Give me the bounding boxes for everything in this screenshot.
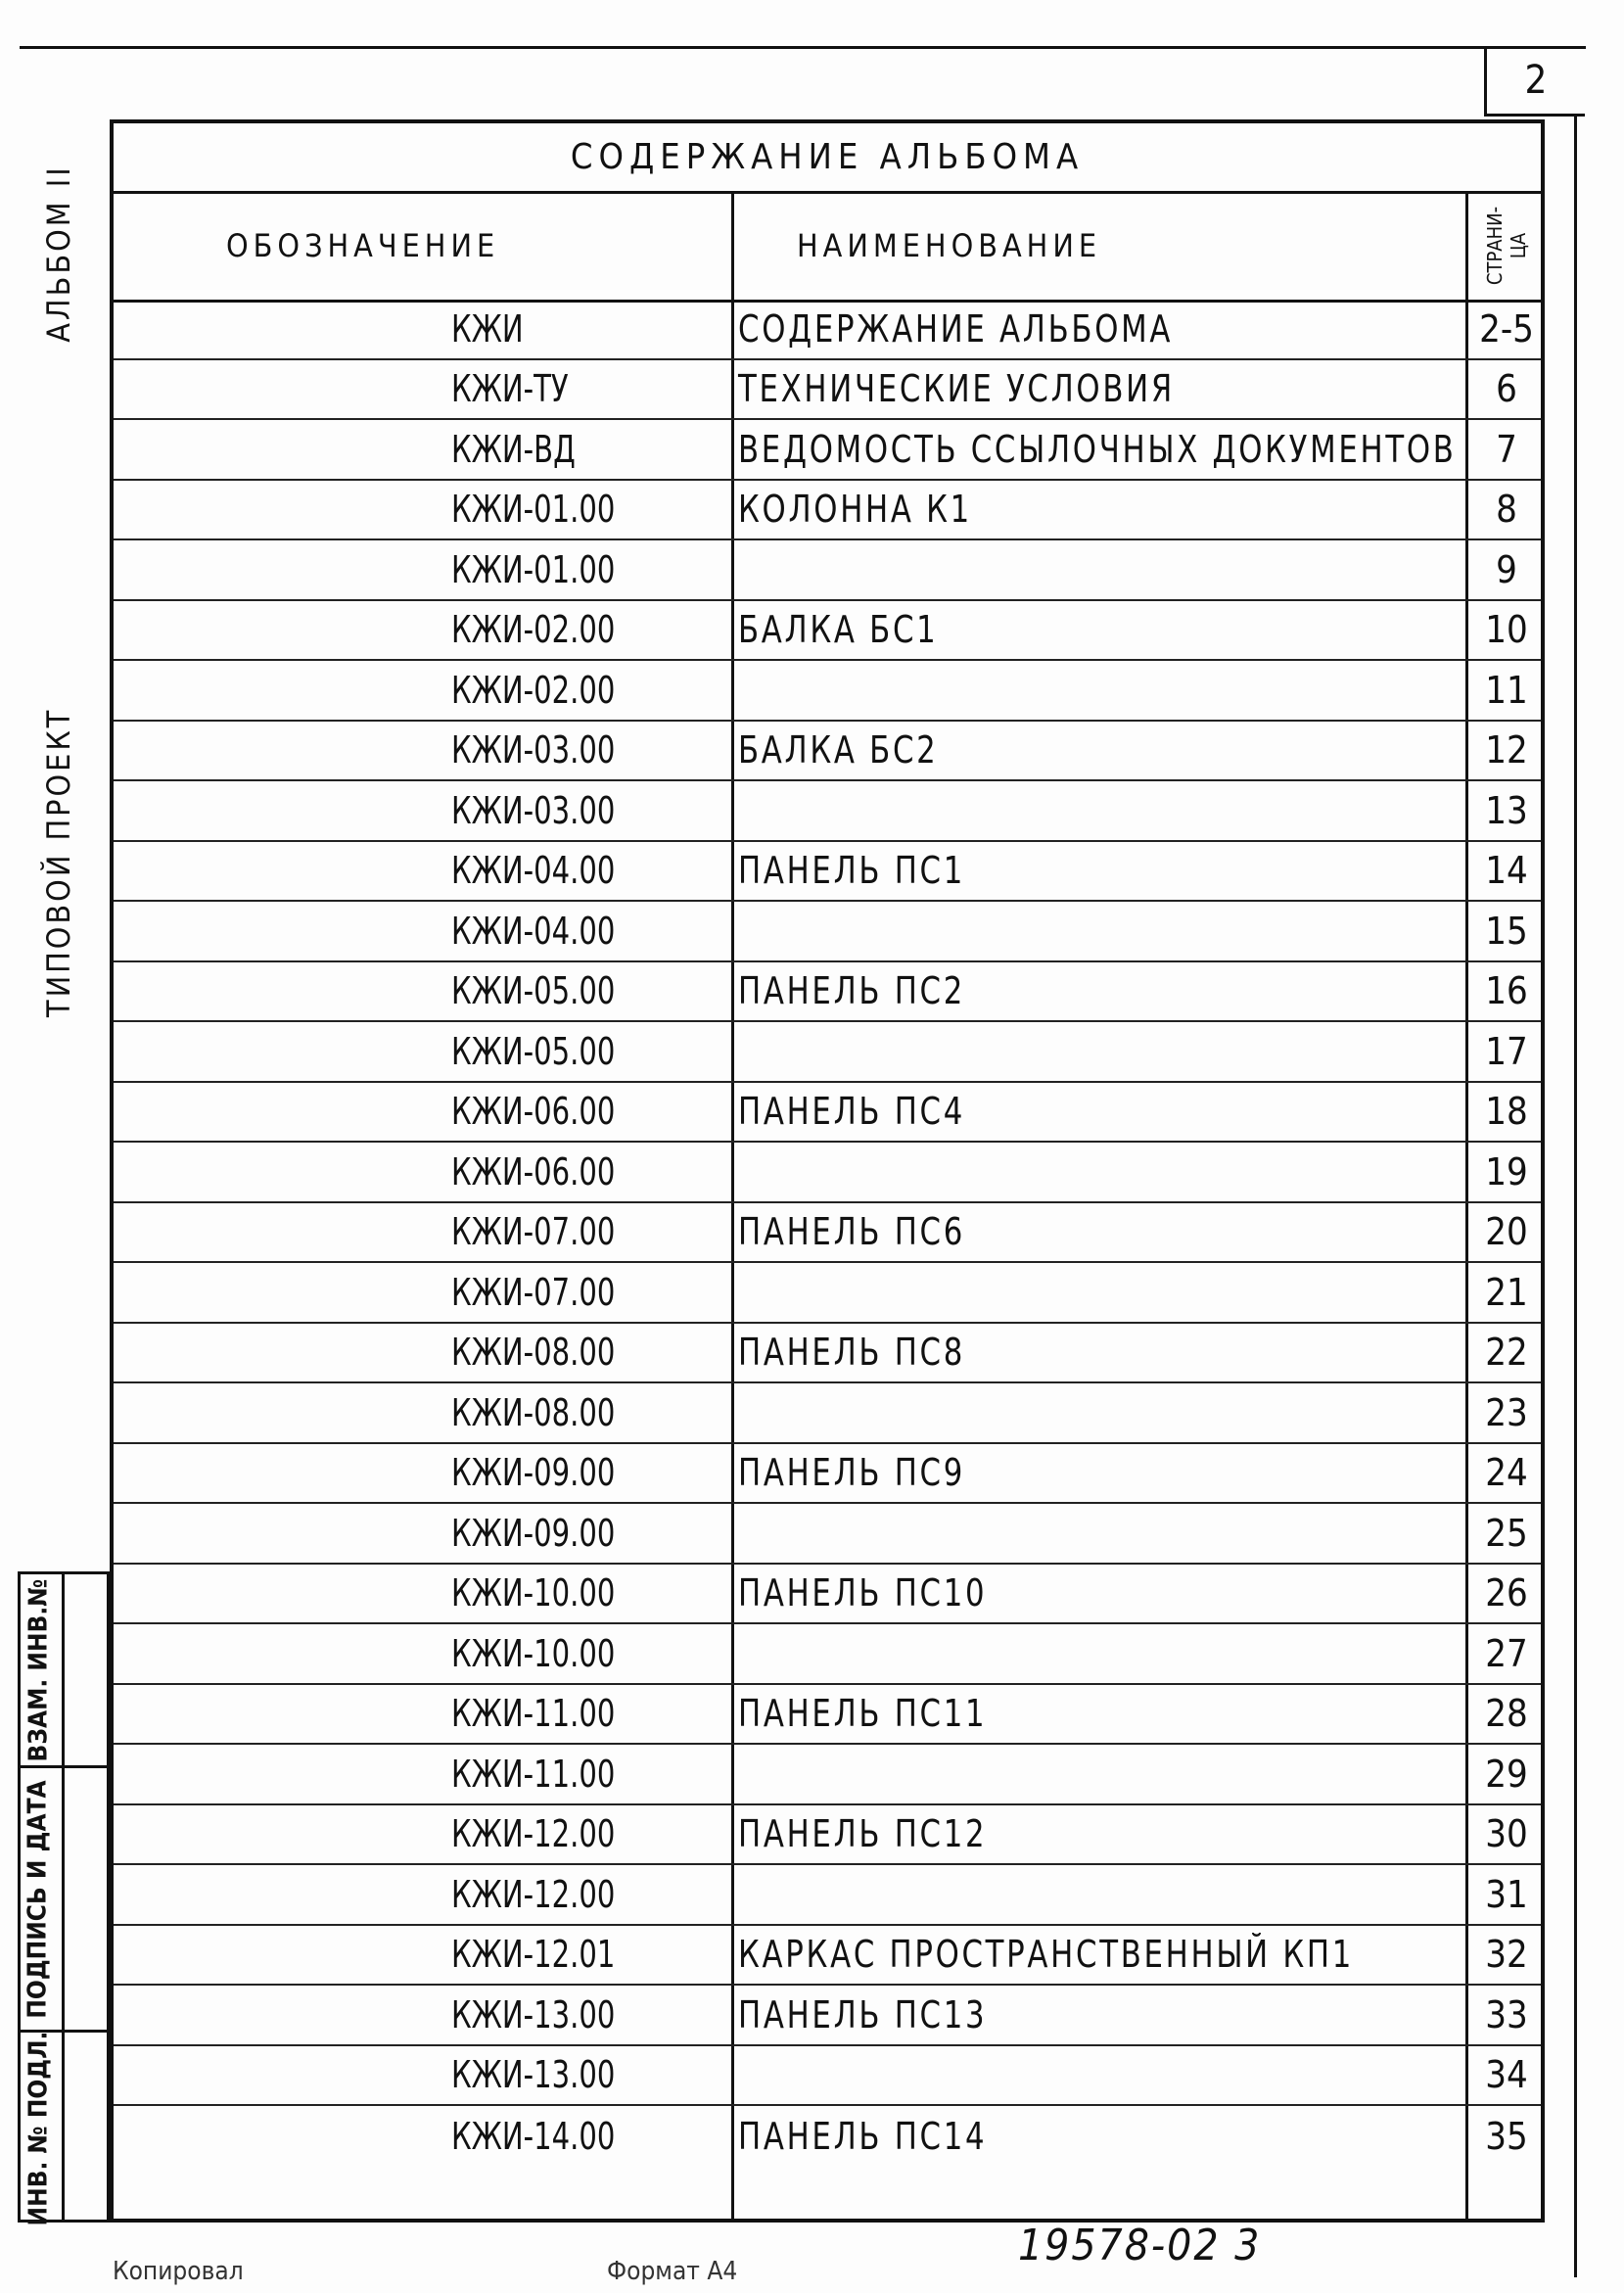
- table-row: [114, 1624, 1541, 1685]
- row-page: 10: [1485, 608, 1528, 652]
- row-code: КЖИ-13.00: [451, 1992, 616, 2036]
- row-name: ПАНЕЛЬ ПС2: [738, 969, 966, 1013]
- table-row: [114, 902, 1541, 962]
- row-code: КЖИ-06.00: [451, 1149, 616, 1193]
- row-code: КЖИ-06.00: [451, 1090, 616, 1134]
- table-row: [114, 722, 1541, 782]
- row-code: КЖИ-10.00: [451, 1571, 616, 1615]
- row-name: БАЛКА БС2: [738, 728, 939, 772]
- row-name: ПАНЕЛЬ ПС13: [738, 1992, 988, 2036]
- row-code: КЖИ-ВД: [451, 427, 576, 471]
- row-page: 22: [1485, 1331, 1528, 1375]
- row-page: 25: [1485, 1511, 1528, 1555]
- row-page: 14: [1485, 849, 1528, 893]
- row-page: 26: [1485, 1571, 1528, 1615]
- table-row: [114, 481, 1541, 541]
- table-row: [114, 540, 1541, 601]
- table-row: [114, 1263, 1541, 1324]
- row-name: ПАНЕЛЬ ПС6: [738, 1210, 966, 1254]
- row-page: 17: [1485, 1029, 1528, 1073]
- row-code: КЖИ-05.00: [451, 969, 616, 1013]
- row-code: КЖИ-05.00: [451, 1029, 616, 1073]
- row-page: 18: [1485, 1090, 1528, 1134]
- top-border-line: [20, 46, 1586, 49]
- table-header: [114, 191, 1541, 303]
- sheet-code: 19578-02 3: [1018, 2221, 1262, 2270]
- row-code: КЖИ-07.00: [451, 1270, 616, 1314]
- row-code: КЖИ-03.00: [451, 728, 616, 772]
- table-row: [114, 1324, 1541, 1384]
- row-code: КЖИ-03.00: [451, 788, 616, 832]
- row-code: КЖИ-07.00: [451, 1210, 616, 1254]
- row-page: 27: [1485, 1631, 1528, 1675]
- row-code: КЖИ-12.01: [451, 1933, 616, 1977]
- row-code: КЖИ-01.00: [451, 547, 616, 591]
- row-name: ПАНЕЛЬ ПС8: [738, 1331, 966, 1375]
- row-page: 6: [1496, 367, 1517, 411]
- row-page: 16: [1485, 969, 1528, 1013]
- row-name: ВЕДОМОСТЬ ССЫЛОЧНЫХ ДОКУМЕНТОВ: [738, 427, 1457, 471]
- row-code: КЖИ-08.00: [451, 1331, 616, 1375]
- row-code: КЖИ-10.00: [451, 1631, 616, 1675]
- row-page: 7: [1496, 427, 1517, 471]
- table-row: [114, 360, 1541, 421]
- row-code: КЖИ-ТУ: [451, 367, 569, 411]
- row-name: ПАНЕЛЬ ПС14: [738, 2114, 988, 2158]
- row-name: БАЛКА БС1: [738, 608, 939, 652]
- row-name: ПАНЕЛЬ ПС4: [738, 1090, 966, 1134]
- table-row: [114, 1143, 1541, 1203]
- row-code: КЖИ-01.00: [451, 488, 616, 532]
- row-name: КАРКАС ПРОСТРАНСТВЕННЫЙ КП1: [738, 1933, 1355, 1977]
- table-title: СОДЕРЖАНИЕ АЛЬБОМА: [114, 123, 1541, 194]
- row-page: 33: [1485, 1992, 1528, 2036]
- row-page: 2-5: [1479, 306, 1534, 351]
- approval-stamp: [18, 1571, 110, 2223]
- row-name: ПАНЕЛЬ ПС1: [738, 849, 966, 893]
- row-page: 35: [1485, 2114, 1528, 2158]
- row-page: 19: [1485, 1149, 1528, 1193]
- row-code: КЖИ-09.00: [451, 1511, 616, 1555]
- row-page: 13: [1485, 788, 1528, 832]
- page-number: 2: [1484, 47, 1585, 117]
- row-code: КЖИ-02.00: [451, 608, 616, 652]
- row-code: КЖИ-14.00: [451, 2114, 616, 2158]
- table-row: [114, 1383, 1541, 1444]
- table-row: [114, 1565, 1541, 1625]
- table-row: [114, 1805, 1541, 1866]
- table-row: [114, 2046, 1541, 2107]
- table-row: [114, 1504, 1541, 1565]
- row-page: 15: [1485, 909, 1528, 953]
- row-name: КОЛОННА К1: [738, 488, 972, 532]
- row-code: КЖИ-04.00: [451, 849, 616, 893]
- row-name: ПАНЕЛЬ ПС11: [738, 1692, 988, 1736]
- row-code: КЖИ-11.00: [451, 1692, 616, 1736]
- row-page: 20: [1485, 1210, 1528, 1254]
- right-border-line: [1574, 114, 1577, 2277]
- row-code: КЖИ-08.00: [451, 1390, 616, 1434]
- stamp-signature-date: ПОДПИСЬ И ДАТА: [23, 1779, 53, 2019]
- header-designation: ОБОЗНАЧЕНИЕ: [226, 226, 500, 264]
- row-page: 32: [1485, 1933, 1528, 1977]
- table-row: [114, 601, 1541, 662]
- table-row: [114, 1865, 1541, 1926]
- copied-label: Копировал: [113, 2257, 244, 2286]
- table-row: [114, 1745, 1541, 1805]
- stamp-inv-replace: ВЗАМ. ИНВ.№: [23, 1578, 53, 1761]
- table-row: [114, 962, 1541, 1023]
- row-page: 23: [1485, 1390, 1528, 1434]
- project-label: ТИПОВОЙ ПРОЕКТ: [40, 707, 77, 1017]
- row-page: 12: [1485, 728, 1528, 772]
- header-page: СТРАНИ-ЦА: [1483, 206, 1531, 285]
- table-row: [114, 1203, 1541, 1264]
- row-code: КЖИ-13.00: [451, 2053, 616, 2097]
- stamp-inv-orig: ИНВ. № ПОДЛ.: [23, 2031, 54, 2225]
- table-row: [114, 420, 1541, 481]
- contents-table: [110, 119, 1545, 2223]
- table-row: [114, 842, 1541, 903]
- table-row: [114, 1926, 1541, 1987]
- table-row: [114, 1022, 1541, 1083]
- stamp-divider: [62, 1574, 65, 2220]
- album-label: АЛЬБОМ II: [40, 164, 77, 343]
- row-page: 31: [1485, 1872, 1528, 1916]
- row-name: ПАНЕЛЬ ПС9: [738, 1451, 966, 1495]
- row-code: КЖИ-12.00: [451, 1812, 616, 1856]
- row-name: ПАНЕЛЬ ПС12: [738, 1812, 988, 1856]
- row-name: ТЕХНИЧЕСКИЕ УСЛОВИЯ: [738, 367, 1175, 411]
- table-row: [114, 1986, 1541, 2046]
- row-page: 8: [1496, 488, 1517, 532]
- format-label: Формат А4: [607, 2257, 738, 2286]
- header-name: НАИМЕНОВАНИЕ: [797, 226, 1102, 264]
- row-page: 29: [1485, 1752, 1528, 1796]
- row-code: КЖИ-04.00: [451, 909, 616, 953]
- row-name: ПАНЕЛЬ ПС10: [738, 1571, 988, 1615]
- row-page: 28: [1485, 1692, 1528, 1736]
- row-code: КЖИ: [451, 306, 524, 351]
- row-page: 24: [1485, 1451, 1528, 1495]
- row-code: КЖИ-11.00: [451, 1752, 616, 1796]
- table-row: [114, 1444, 1541, 1505]
- row-page: 30: [1485, 1812, 1528, 1856]
- table-row: [114, 1083, 1541, 1144]
- row-name: СОДЕРЖАНИЕ АЛЬБОМА: [738, 306, 1174, 351]
- table-row: [114, 300, 1541, 360]
- row-page: 21: [1485, 1270, 1528, 1314]
- table-row: [114, 1685, 1541, 1746]
- row-code: КЖИ-12.00: [451, 1872, 616, 1916]
- table-row: [114, 661, 1541, 722]
- row-page: 11: [1485, 668, 1528, 712]
- row-code: КЖИ-09.00: [451, 1451, 616, 1495]
- row-page: 9: [1496, 547, 1517, 591]
- row-page: 34: [1485, 2053, 1528, 2097]
- row-code: КЖИ-02.00: [451, 668, 616, 712]
- table-row: [114, 781, 1541, 842]
- table-row: [114, 2106, 1541, 2167]
